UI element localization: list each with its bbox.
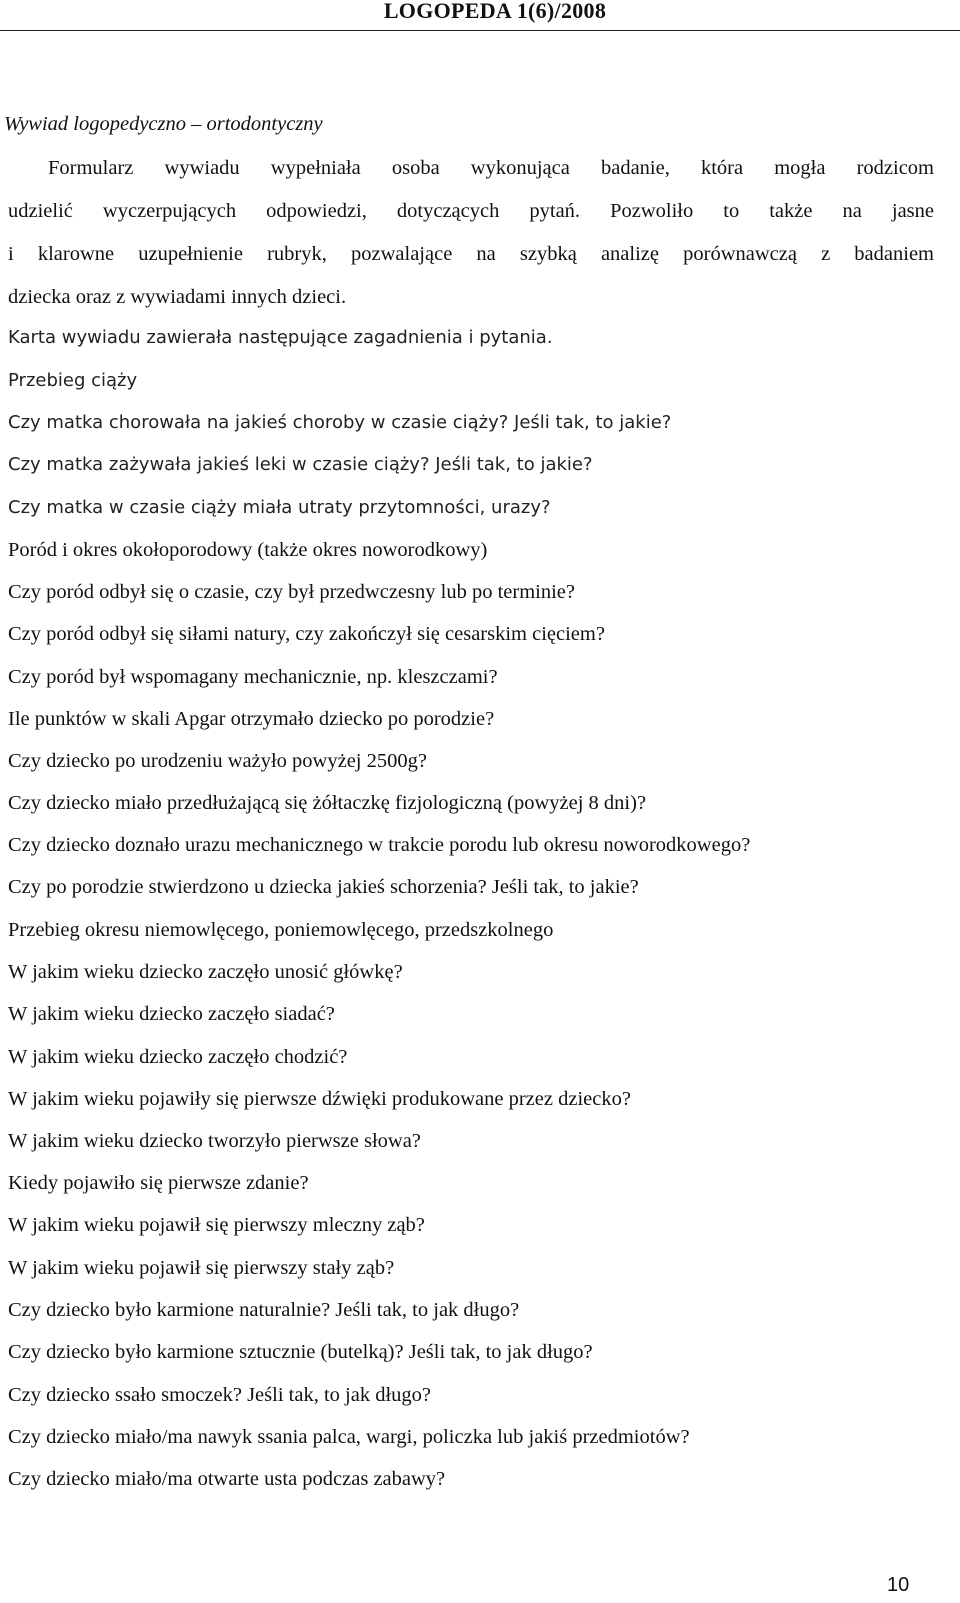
pregnancy-question-1: Czy matka chorowała na jakieś choroby w czasie ciąży? Jeśli tak, to jakie? xyxy=(8,412,672,433)
intro-line-1: Formularz wywiadu wypełniała osoba wykonująca badanie, która mogła rodzicom xyxy=(48,157,934,179)
birth-question-5: Czy dziecko po urodzeniu ważyło powyżej 2500g? xyxy=(8,750,427,772)
pregnancy-heading: Przebieg ciąży xyxy=(8,370,138,391)
infancy-question-13: Czy dziecko miało/ma otwarte usta podczas zabawy? xyxy=(8,1468,446,1490)
birth-question-4: Ile punktów w skali Apgar otrzymało dziecko po porodzie? xyxy=(8,708,495,730)
birth-question-6: Czy dziecko miało przedłużającą się żółtaczkę fizjologiczną (powyżej 8 dni)? xyxy=(8,792,647,814)
pregnancy-question-2: Czy matka zażywała jakieś leki w czasie ciąży? Jeśli tak, to jakie? xyxy=(8,454,593,475)
infancy-question-1: W jakim wieku dziecko zaczęło unosić główkę? xyxy=(8,961,403,983)
infancy-question-12: Czy dziecko miało/ma nawyk ssania palca, wargi, policzka lub jakiś przedmiotów? xyxy=(8,1426,690,1448)
infancy-question-7: W jakim wieku pojawił się pierwszy mleczny ząb? xyxy=(8,1214,425,1236)
infancy-question-3: W jakim wieku dziecko zaczęło chodzić? xyxy=(8,1046,348,1068)
infancy-question-6: Kiedy pojawiło się pierwsze zdanie? xyxy=(8,1172,309,1194)
running-header xyxy=(0,0,960,31)
infancy-heading: Przebieg okresu niemowlęcego, poniemowlęcego, przedszkolnego xyxy=(8,919,554,941)
card-intro: Karta wywiadu zawierała następujące zagadnienia i pytania. xyxy=(8,327,553,348)
intro-line-2: udzielić wyczerpujących odpowiedzi, dotyczących pytań. Pozwoliło to także na jasne xyxy=(8,200,934,222)
birth-question-8: Czy po porodzie stwierdzono u dziecka jakieś schorzenia? Jeśli tak, to jakie? xyxy=(8,876,639,898)
birth-question-1: Czy poród odbył się o czasie, czy był przedwczesny lub po terminie? xyxy=(8,581,575,603)
birth-question-7: Czy dziecko doznało urazu mechanicznego w trakcie porodu lub okresu noworodkowego? xyxy=(8,834,751,856)
journal-title: LOGOPEDA 1(6)/2008 xyxy=(383,0,607,23)
pregnancy-question-3: Czy matka w czasie ciąży miała utraty przytomności, urazy? xyxy=(8,497,551,518)
section-title: Wywiad logopedyczno – ortodontyczny xyxy=(4,113,323,135)
birth-question-2: Czy poród odbył się siłami natury, czy zakończył się cesarskim cięciem? xyxy=(8,623,605,645)
infancy-question-9: Czy dziecko było karmione naturalnie? Jeśli tak, to jak długo? xyxy=(8,1299,520,1321)
birth-question-3: Czy poród był wspomagany mechanicznie, np. kleszczami? xyxy=(8,666,498,688)
intro-line-4: dziecka oraz z wywiadami innych dzieci. xyxy=(8,286,347,308)
infancy-question-8: W jakim wieku pojawił się pierwszy stały ząb? xyxy=(8,1257,395,1279)
intro-line-3: i klarowne uzupełnienie rubryk, pozwalające na szybką analizę porównawczą z badaniem xyxy=(8,243,934,265)
birth-heading: Poród i okres okołoporodowy (także okres noworodkowy) xyxy=(8,539,488,561)
page-number: 10 xyxy=(887,1574,910,1596)
infancy-question-10: Czy dziecko było karmione sztucznie (butelką)? Jeśli tak, to jak długo? xyxy=(8,1341,593,1363)
infancy-question-5: W jakim wieku dziecko tworzyło pierwsze słowa? xyxy=(8,1130,421,1152)
infancy-question-11: Czy dziecko ssało smoczek? Jeśli tak, to jak długo? xyxy=(8,1384,431,1406)
infancy-question-4: W jakim wieku pojawiły się pierwsze dźwięki produkowane przez dziecko? xyxy=(8,1088,631,1110)
infancy-question-2: W jakim wieku dziecko zaczęło siadać? xyxy=(8,1003,335,1025)
